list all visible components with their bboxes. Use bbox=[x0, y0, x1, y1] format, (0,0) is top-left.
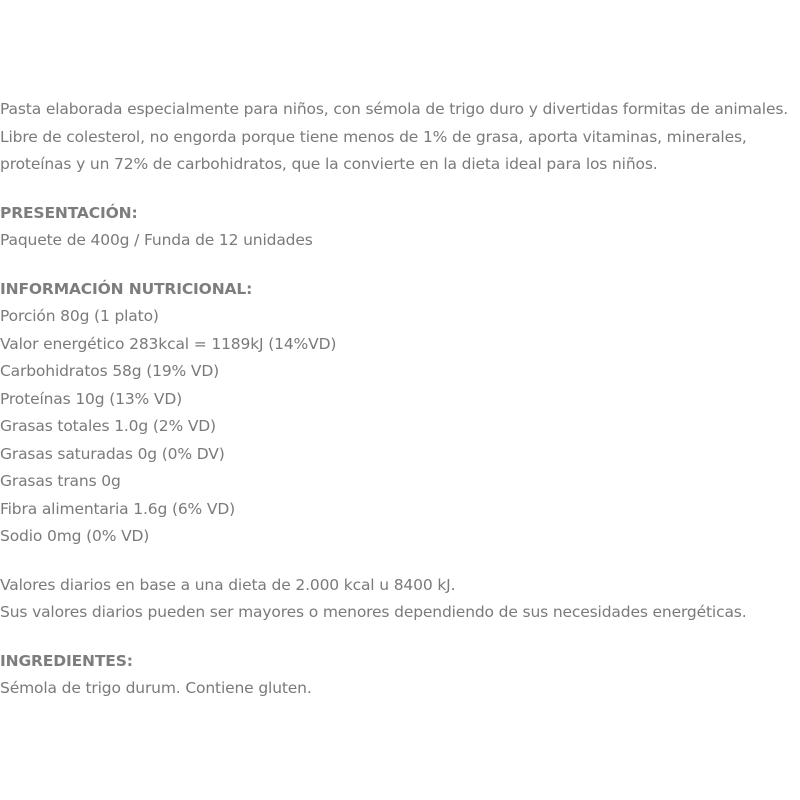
description-line: Libre de colesterol, no engorda porque tiene menos de 1% de grasa, aporta vitaminas, minerales, bbox=[0, 127, 747, 146]
nutrition-item: Porción 80g (1 plato) bbox=[0, 307, 159, 325]
nutrition-item: Valor energético 283kcal = 1189kJ (14%VD) bbox=[0, 334, 337, 353]
nutrition-item: Grasas saturadas 0g (0% DV) bbox=[0, 444, 225, 463]
ingredients-heading: INGREDIENTES: bbox=[0, 651, 133, 670]
presentation-block bbox=[0, 200, 800, 255]
product-description-document bbox=[0, 96, 800, 703]
nutrition-heading: INFORMACIÓN NUTRICIONAL: bbox=[0, 279, 253, 298]
presentation-text: Paquete de 400g / Funda de 12 unidades bbox=[0, 231, 313, 249]
notes-block bbox=[0, 572, 800, 627]
ingredients-block bbox=[0, 648, 800, 703]
description-line: Pasta elaborada especialmente para niños, con sémola de trigo duro y divertidas formitas de animales. bbox=[0, 100, 789, 118]
notes-line: Valores diarios en base a una dieta de 2.000 kcal u 8400 kJ. bbox=[0, 575, 456, 594]
presentation-heading: PRESENTACIÓN: bbox=[0, 203, 138, 222]
nutrition-block bbox=[0, 276, 800, 551]
description-block bbox=[0, 96, 800, 179]
description-line: proteínas y un 72% de carbohidratos, que la convierte en la dieta ideal para los niños. bbox=[0, 155, 658, 173]
ingredients-text: Sémola de trigo durum. Contiene gluten. bbox=[0, 679, 312, 697]
nutrition-item: Carbohidratos 58g (19% VD) bbox=[0, 362, 220, 380]
nutrition-item: Grasas totales 1.0g (2% VD) bbox=[0, 417, 216, 435]
nutrition-item: Grasas trans 0g bbox=[0, 472, 121, 490]
nutrition-item: Sodio 0mg (0% VD) bbox=[0, 527, 150, 545]
nutrition-item: Fibra alimentaria 1.6g (6% VD) bbox=[0, 499, 236, 518]
nutrition-item: Proteínas 10g (13% VD) bbox=[0, 389, 183, 408]
notes-line: Sus valores diarios pueden ser mayores o menores dependiendo de sus necesidades energéticas. bbox=[0, 603, 747, 621]
